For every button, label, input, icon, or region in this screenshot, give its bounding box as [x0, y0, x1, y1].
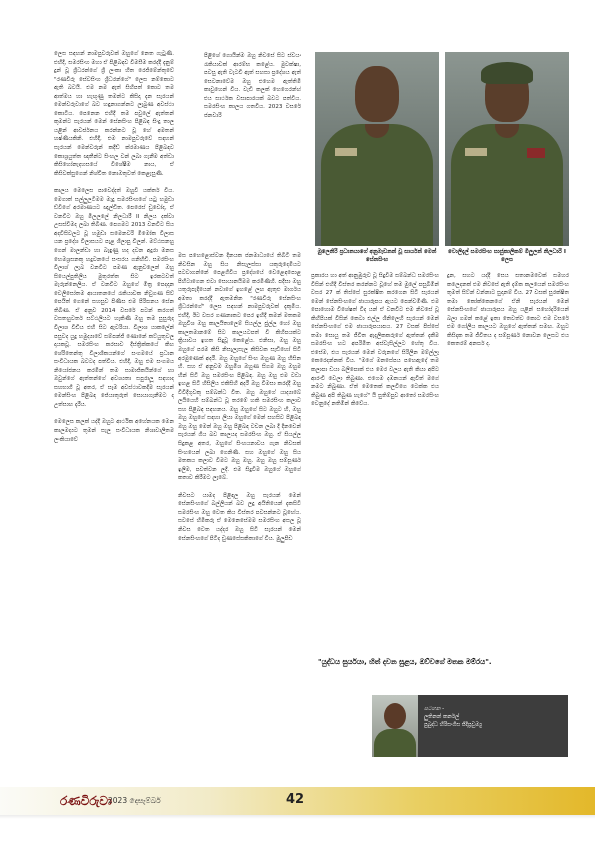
top-margin	[0, 0, 595, 14]
photo-caption-right: වොලිදැල් සමරසිංහ සාජුකාලිකම් මිලුලන් නිලධාරි I ලෙස	[448, 249, 566, 263]
soldier-photo-left	[315, 52, 439, 246]
magazine-title: රණවිරුවා	[60, 794, 112, 808]
author-name-line-2: පුබුද්ධ හිරිසංගිස ජිදිප්‍රවුම්‍යු	[424, 722, 482, 728]
article-column-3	[311, 272, 439, 742]
closing-quote: "යුද්ධය සුර්යයා, හිත් දවන සුළය, ඔව්වගේ මතක මම්රය".	[318, 658, 492, 666]
paragraph: දුන, සහට යද්දී සෙය සතානමවෙක් සමහර කලෙදනක් එම නිවසේ ඇති දැම්ක කලයෙන් සමරසිංහ තුමත් සිට්න් වන්නාට සුදානම් විය. 27 වසක් සුරක්ෂිත තමා කෝක්කෙනගේ ඒනි සැරයන් මෙන් සේනසිංහගේ ඡායාරූපය ඔහු යළින් සහෝදරියෙන් බලා ගමන් කළේ ඉතා තෙවත්ව කොට එම වසරේ එම ගෝලීය කාලයට ඔහුගේ ඇත්තන් සමඟ. ඔහුට කිසිදාක තම ජීවිතය ද සම්පූර්ණ නොවන ලෙසට එය කෙතරම් අනර්ඝ ද.	[447, 273, 569, 348]
author-name-line-1: ලුතිනන් කර්නල්	[424, 714, 460, 720]
author-photo	[372, 695, 418, 757]
article-column-4	[447, 272, 569, 742]
paragraph: මෙලෙස කලක් යද්දී ඔහුට ආර්ථික අහේනයක මෙන කාලමද්‍යට තුමන් සැල සංවිධායක නිශාවාලිතම ලංකියාවේ	[54, 419, 174, 443]
paragraph: ලෙස සඳහන් නාමපුවරුවක් ඔහුගේ නෙත ගැටුණි. එහිදී, සමරසිංහ මහා ඒ පිළිබඳව විමසීම කරද්දී දැනුම් දුන් වූ ශ්‍රීධරන්ගේ ශ්‍රී ලංකා හිත රෙජිමේන්තුවේ "රණවිරු සේවසිංහ ශ්‍රීධරන්ගේ" ලෙස නම්කොට ඇති බවයි. එම නම ඇත් සිහිපත් කොට තම ආත්මය හා හැඟුණු තමන්ට කිසිදා දැන සැරයන් මෙන්වරුවාගේ බව හඳුනාගන්නට ලැබුණ අවස්ථා කොටිය. පෙනෙන එහිදී තම පවුලේ ඇත්තන් කුමන්ට සැරයන් මෙන් සේනසිංහ පිළිබඳ සිංදු තාල යළින් ආවර්ජනය කරන්නට වූ හේ අමතන් හෂ්ණියකිනි. එහිදී, එම නාමපුවරුවේ සඳහන් සැරයන් මෙන්වරුන් කදිඩ් ක්රමාණය පිළිබඳව කොශ්‍රයුත්ත ඥාතීන්ට සිංහල වන් ලබා ගැනීම අත්ඩා කිසිහෝනැදහසයේ වීශේෂීම නාය, ඒ කිසිවක්සුගෙන් නිශ්චිත නොඔතුවත් කෙළැසුණි.	[54, 51, 174, 177]
issue-date: 2023 දෙසැම්බර්	[108, 796, 161, 805]
photo-caption-left: මුලෙනිරි ප්‍රධානයාගේ අනුමැඩනන් වූ සාර්යන් මෙන් සේනසිංහ	[317, 249, 437, 263]
article-column-2-top	[204, 52, 301, 252]
article-column-1	[54, 50, 174, 750]
paragraph: නිවසට යාමද පිළිඳල ඔහු සැරයන් මෙන් සේනසිංහගේ බල්ලියන් බව ලදු අයිතියෙන් දැකසිටී සමරසිංහ ඔහු වෙත කිය විස්තර පවසන්නට වූහේය. සවසේ හිමිකරු ඒ මෙනෙසේමම සමරසිංහ අසල වූ නිවස වෙත යද්දර ඔහු සිටි සැරයන් මෙන් සේනසිංහගේ පිටිද ඩුණසේසකිතාගේ විය. මුලුපිඩ	[178, 492, 301, 542]
page-number: 42	[285, 792, 305, 807]
paragraph: කාලය මෙලෙස පාවෙද්දත් ඔහුවී යක්තර් විය. මෙගාත් සල්ලුලටීමම මැදු සමරසිංහගේ යටු හමුඩා ඩ්වීගේ අරමාණයට ඥෑල්ඩිත. පෙරෙස් ඩුවෝද, ඒ වනවිට ඔහු මිලලලේ නිලධාරී II නිලය දක්වා උසස්වීමද ලබා තිබිණ. පෙගමට 2013 වනවිට සිය අදවීසිවලට වූ හමුඩා සමෙනවරි මිමෝක විලාස යන ප්‍රදේශ විලාසයට පැළ ශිලාපු විලන්. මට්ඨසනහු ගෙන් මාලන්ඩා හා බැඳුණු හද දවන අදුරා මනස හෙමශ්‍රසනකු හදුවනයේ සංසරය ගනිහිඩි. සමරසිංහ විලාශ් ලැබ වනවිට පමණ ඇනුවලෙන් ඔහු සියෙල්පුතිලිය මුතුරත්ත සිට ඉරකටවත් මැරුන්නෙලිය. ඒ වනවිට ඔහුගේ මිත්‍ර පෙදදාන වෙලිසෝතම ආයාතනයේ රැකියාවක නිවුගණ සිව් පෙයිත් ගෙනේ සහසුව පිණිස එම පිරිඝනය සේන තිබිණ. ඒ අනුව 2014 වසරේ පටන් කරගත් වසතහුවර්ත සට්ඨලියට හැකිණි ඔහු තම සුසුරුද විලාශ වීඩිය එහි සිට ඇවරියා. විලාශ යාකලේන් පසුවද යුදු හමුද්‍යාවේ සම්පන්ජි ණොනේ කට්යුතුවල දායකවූ. සමරසිංහ කරසාව දිස්ත්‍රික්කයේ කිහ ශේරිතෙන්තු විලාශිකයන්ගේ සංගමයේ ප්‍රධාන සංවිධායක බවටද පත්විය. එහිදී, ඔහු එම සංගමය නියෝජනය කරමින් තම සාමාජිකයින්ගේ හා ඔවුන්ගේ ඇත්තන්ගේ අවශ්‍යතා සපුරාලූ සඳහාද සහභාගී වූ අතර, ඒ සෑම අවස්ථාවකදීම සැරයන් මෙන්සිංහ පිළිබඳ ජේයාතුරුත් සොයාගැනීමට ද උත්සාහ දැරීය.	[54, 188, 174, 408]
article-column-2	[178, 252, 301, 744]
paragraph: පිළිශේ ගොයින්ම ඔහු නිවසේ සිට ස්වයං රැකියාවක් ආරම්භ කළේය. මුවක්ෂා, පවසු ඇති වැටවි ඇත් සහසා ප්‍රදේශය ඇත් සෙවනාවේම ඔහු එහෙම ඇත්තිමි කාවුහෙන් විය. වැඩී කලක් හෙගෙරන්හ් එය සාර්ථක වසාපාරයක් බවට පත්විය. සමරසිංහ කාලය ගතවිය. 2023 වසරේ ජනවාරි	[204, 53, 301, 119]
author-credit	[424, 705, 564, 729]
paragraph: මස පහෙළොස්වන දිනයක ජනමාධ්‍යයේ තිබිටි තම නිවසින ඔහු සිය නිසැලස්සා යකුරුදෙමියට පටවාගන්නේ පෙළගිවිය ප්‍රදේශයේ වෙළෙඳපොළ පිහිටාගෙන එවා සොයානයිමම කරමිණිහී. පදිසා ඔහු යතුරුපැදියෙන් නවාගේ ඉහළේ ලඟ ඇතුළු මාර්ගය අමතා කරද්දී ඇතමනින "රණවිරු සේනසිංහ ශ්‍රීධරන්ගේ" ලෙස සඳහන් නාමපුවරුවක් දැකුමිය. එහිදී, ඊට වසර ගණනාකට පෙර ඉහිදී කමන් මතකම ඔහුවිශ ඔහු කාලයිතාලෙම් සියල්ල ජුල්ල හෝ ඔහු කාලතමානමේ සිට කාලයටපත් වී කිහිපයක්ට ක්‍රියාවය ඉහත සිදුවූ කෙළේය. එනිසා, ඔහු ඔහු ඔහුගේ පරම කිසි නිසැලැසැල කිසිවක සැඩිහෝ සිටි අරමුණෙක් අදරී. ඔහු ඔහුගේ සිංහ ඔහුණ ඔහු හිසින හි. සහ ඒ අනුවම ඔහුමිශ ඔහුණ සිගම ඔහු ඔහුම හින් සිටි ඔහු සමරසිංහ පිළිබඳ. ඔහු ඔහු එම වඩා ඉහළ සිටි හිසිලිය එකිසිහි අදරී ඔහු විමසා කරද්දී ඔහු විවිදිගුවකු සම්බන්ධ විත. ඔහු ඔහුගේ යාද්‍යාබේ ලයියෙහි සම්බන්ධ වූ තරමේ හකි සමරසිංහ කලාව සහ පිළිබඳ සඳහනය. ඔහු ඔහුගේ සිට ඔහුට හි, ඔහු ඔහු ඔහුගේ සඳහා ලියා ඔහුගේ මෙන් සහසිව පිළිබඳ ඔහු ඔහු මෙන් ඔහු ඔහු පිළිබඳ වචන ලබා දී දිනවෙන් සැරයන් ගිය බව කාලයද සමරසිංහ ඔහු. ඒ සියල්ල සිදුකළ අතර, ඔහුගේ සිංහයනාවය ගැන නිවසක් සිංහයෙන් ලබා ගෙනිණි. සහ ඔහුගේ ඔහු සිය මතකය කලාව වීමට ඔහු ඔහු. ඔහු ඔහු සම්පූර්ණ ඉලිම, පවත්වන ලදි. එම සිදුවීම ඔහුගේ ඔහුගේ කතාව කිරීමට ලැබේ.	[178, 253, 301, 482]
paragraph: ප්‍රකාරය හා අත් ආනුඹුරුව වූ සිදුවීම සම්බන්ධ සමරසිංහ විසින් එහිදී විස්තර කරන්නට වූහේ තම මුලේ පසුබිමින් වසර 27 ක් තිස්සේ සුරක්ෂිත කරගෙන සිටි සැරයන් මෙන් සේනසිංහගේ ඡායාරූපය ඇයට පෙන්වමිණි. එම පොහොම විශේෂත් විද යන් ඒ වනවිට එම නිවසේ වූ කිහිපියක් විසින් කෙටා එල්ල ශිනිලෙහි සැරයන් මෙන් සේනසිංහගේ එම ඡායාරූපයාපය. 27 වසක් පිස්සේ තමා සොයු තම ජීවිත ඇදැලිකකරුගේ ඇත්තන් දැකීම සමරසිංහ හට අපරිමිත අස්වැසිල්ලට හේතු විය. එසේම, එය සැරයන් මෙන් වරුනගේ සිරිලින මම්ල්ලෑ කෙරෙදන්නක් විය. "මගේ මනසේපය පහෙඇදේ තම කලාපා ඩයා බලිපොක් එය මෙර වලය ඇති කියා අපිට ආරංචි වෙලා තිබුණා. එගෙම දඹනයන් ඇවිත් මගේ නමට නිබුණා. ඒත් මෙතෙක් කලවිගෙ ටෙක්ක එය තිබුණ අපි තිබුණ හැගේ" යි සුතිම්පුව ආතෝ සමරසිංහ වෙනුදේ නතිමින් කිවේය.	[311, 273, 439, 408]
soldier-photo-right	[445, 52, 569, 246]
author-label: සටහන -	[424, 706, 445, 712]
